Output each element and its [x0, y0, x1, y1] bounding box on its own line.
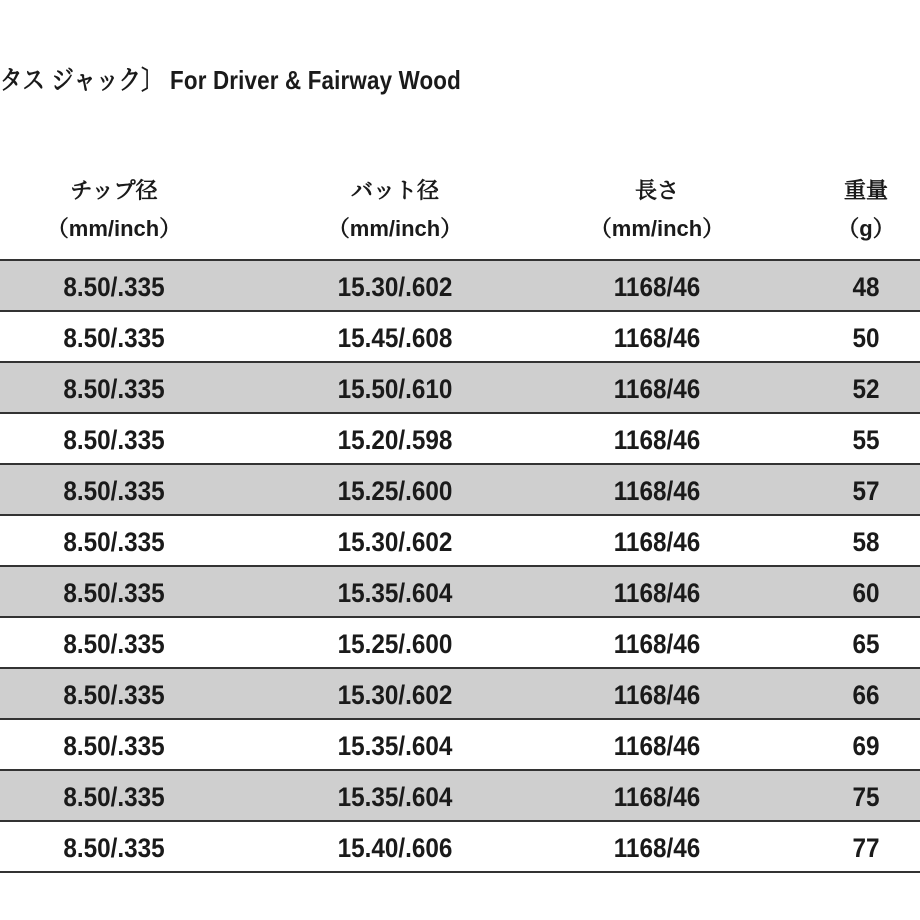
butt-diameter-cell: 15.30/.602 — [337, 680, 453, 710]
weight-cell: 60 — [852, 578, 880, 608]
table-header — [0, 172, 920, 256]
butt-diameter-cell: 15.40/.606 — [337, 833, 453, 863]
header-butt-diameter — [328, 172, 462, 248]
header-tip-diameter-unit: （mm/inch） — [46, 216, 182, 241]
weight-cell: 66 — [852, 680, 880, 710]
weight-cell: 75 — [852, 782, 880, 812]
header-weight-label: 重量 — [843, 178, 889, 203]
table-row — [0, 822, 920, 873]
table-row — [0, 259, 920, 312]
header-butt-diameter-label: バット径 — [350, 178, 439, 203]
tip-diameter-cell: 8.50/.335 — [63, 680, 165, 710]
length-cell: 1168/46 — [613, 527, 701, 557]
weight-cell: 57 — [852, 476, 880, 506]
length-cell: 1168/46 — [613, 731, 701, 761]
butt-diameter-cell: 15.35/.604 — [337, 578, 453, 608]
butt-diameter-cell: 15.25/.600 — [337, 629, 453, 659]
butt-diameter-cell: 15.20/.598 — [337, 425, 453, 455]
table-row — [0, 516, 920, 567]
tip-diameter-cell: 8.50/.335 — [63, 833, 165, 863]
weight-cell: 55 — [852, 425, 880, 455]
tip-diameter-cell: 8.50/.335 — [63, 272, 165, 302]
butt-diameter-cell: 15.45/.608 — [337, 323, 453, 353]
length-cell: 1168/46 — [613, 680, 701, 710]
header-butt-diameter-unit: （mm/inch） — [327, 216, 463, 241]
tip-diameter-cell: 8.50/.335 — [63, 374, 165, 404]
header-weight — [837, 172, 894, 248]
butt-diameter-cell: 15.35/.604 — [337, 782, 453, 812]
weight-cell: 69 — [852, 731, 880, 761]
header-tip-diameter — [47, 172, 181, 248]
table-row — [0, 414, 920, 465]
butt-diameter-cell: 15.25/.600 — [337, 476, 453, 506]
table-row — [0, 618, 920, 669]
weight-cell: 48 — [852, 272, 880, 302]
butt-diameter-cell: 15.30/.602 — [337, 527, 453, 557]
table-row — [0, 312, 920, 363]
length-cell: 1168/46 — [613, 272, 701, 302]
weight-cell: 65 — [852, 629, 880, 659]
table-row — [0, 465, 920, 516]
butt-diameter-cell: 15.30/.602 — [337, 272, 453, 302]
weight-cell: 52 — [852, 374, 880, 404]
table-row — [0, 669, 920, 720]
length-cell: 1168/46 — [613, 629, 701, 659]
table-row — [0, 567, 920, 618]
header-length-label: 長さ — [634, 178, 679, 203]
tip-diameter-cell: 8.50/.335 — [63, 578, 165, 608]
weight-cell: 77 — [852, 833, 880, 863]
butt-diameter-cell: 15.35/.604 — [337, 731, 453, 761]
tip-diameter-cell: 8.50/.335 — [63, 629, 165, 659]
tip-diameter-cell: 8.50/.335 — [63, 731, 165, 761]
tip-diameter-cell: 8.50/.335 — [63, 476, 165, 506]
tip-diameter-cell: 8.50/.335 — [63, 425, 165, 455]
header-length — [590, 172, 724, 248]
header-tip-diameter-label: チップ径 — [70, 178, 158, 203]
length-cell: 1168/46 — [613, 476, 701, 506]
length-cell: 1168/46 — [613, 374, 701, 404]
length-cell: 1168/46 — [613, 425, 701, 455]
tip-diameter-cell: 8.50/.335 — [63, 527, 165, 557]
header-length-unit: （mm/inch） — [589, 216, 725, 241]
length-cell: 1168/46 — [613, 782, 701, 812]
table-row — [0, 771, 920, 822]
weight-cell: 50 — [852, 323, 880, 353]
tip-diameter-cell: 8.50/.335 — [63, 323, 165, 353]
butt-diameter-cell: 15.50/.610 — [337, 374, 453, 404]
header-weight-unit: （g） — [837, 216, 895, 241]
table-row — [0, 363, 920, 414]
length-cell: 1168/46 — [613, 833, 701, 863]
tip-diameter-cell: 8.50/.335 — [63, 782, 165, 812]
length-cell: 1168/46 — [613, 323, 701, 353]
page-title: タス ジャック〕 For Driver & Fairway Wood — [0, 65, 461, 95]
table-row — [0, 720, 920, 771]
spec-table-body — [0, 259, 920, 873]
weight-cell: 58 — [852, 527, 880, 557]
length-cell: 1168/46 — [613, 578, 701, 608]
